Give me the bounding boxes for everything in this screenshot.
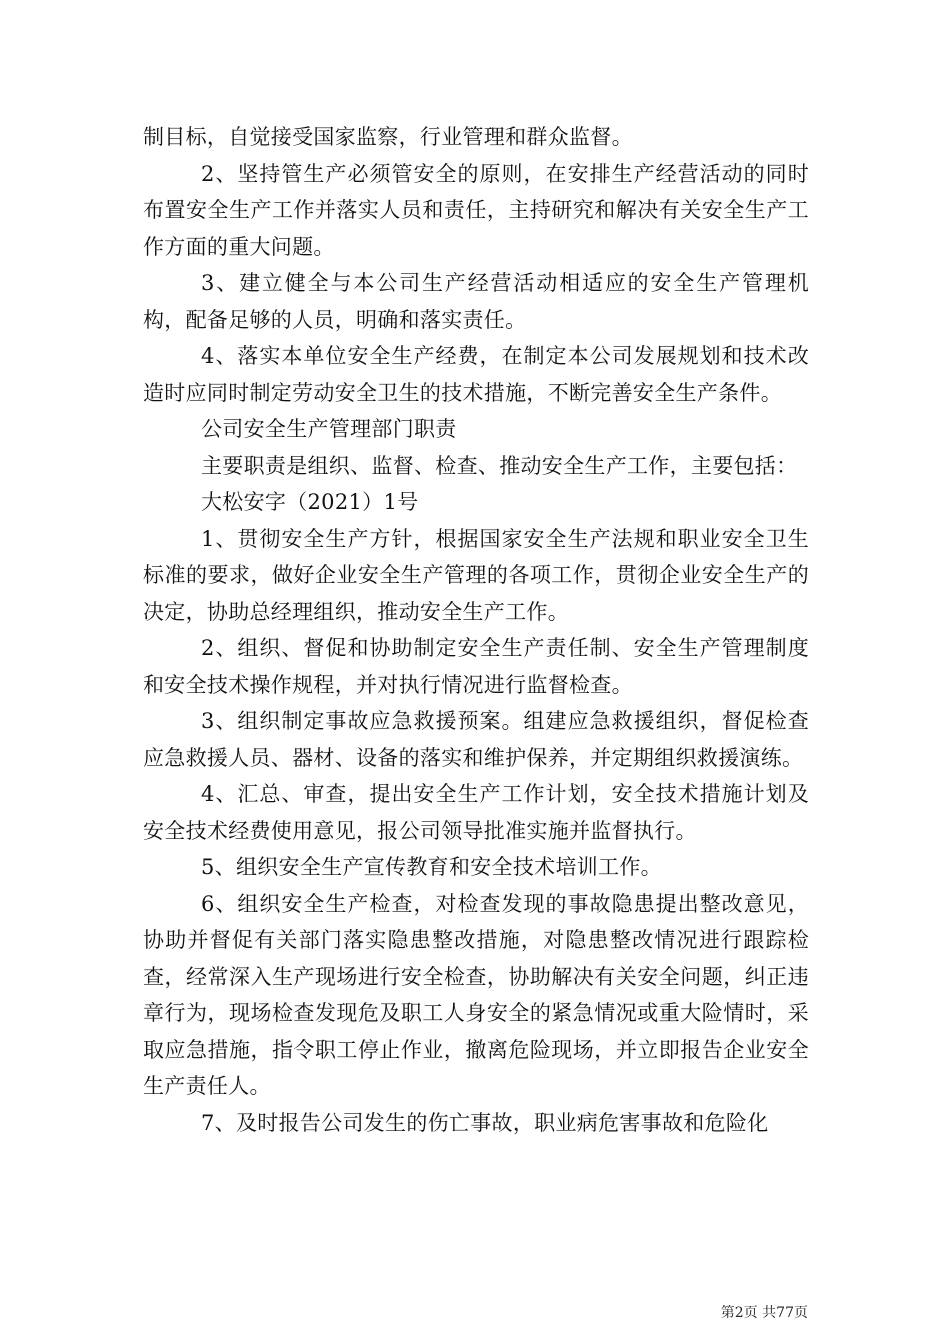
paragraph-10: 3、组织制定事故应急救援预案。组建应急救援组织，督促检查应急救援人员、器材、设备的落实和维护保养，并定期组织救援演练。 <box>143 709 809 770</box>
footer-suffix: 页 <box>794 1305 808 1321</box>
document-number: 大松安字（2021）1号 <box>201 490 419 514</box>
page-footer <box>0 1302 808 1322</box>
paragraph-12: 5、组织安全生产宣传教育和安全技术培训工作。 <box>201 855 662 879</box>
paragraph-6: 主要职责是组织、监督、检查、推动安全生产工作，主要包括： <box>201 453 798 478</box>
footer-prefix: 第 <box>720 1305 735 1321</box>
paragraph-13: 6、组织安全生产检查，对检查发现的事故隐患提出整改意见，协助并督促有关部门落实隐患整改措施，对隐患整改情况进行跟踪检查，经常深入生产现场进行安全检查，协助解决有关安全问题，纠正违章行为，现场检查发现危及职工人身安全的紧急情况或重大险情时，采取应急措施，指令职工停止作业，撤离危险现场，并立即报告企业安全生产责任人。 <box>143 891 809 1098</box>
current-page-number: 2 <box>734 1305 744 1321</box>
paragraph-9: 2、组织、督促和协助制定安全生产责任制、安全生产管理制度和安全技术操作规程，并对执行情况进行监督检查。 <box>143 636 809 697</box>
paragraph-8: 1、贯彻安全生产方针，根据国家安全生产法规和职业安全卫生标准的要求，做好企业安全生产管理的各项工作，贯彻企业安全生产的决定，协助总经理组织，推动安全生产工作。 <box>143 526 809 624</box>
paragraph-4: 4、落实本单位安全生产经费，在制定本公司发展规划和技术改造时应同时制定劳动安全卫生的技术措施，不断完善安全生产条件。 <box>143 344 809 405</box>
paragraph-3: 3、建立健全与本公司生产经营活动相适应的安全生产管理机构，配备足够的人员，明确和落实责任。 <box>143 271 809 332</box>
total-page-count: 77 <box>776 1305 794 1321</box>
document-body <box>143 119 809 1141</box>
paragraph-1: 制目标，自觉接受国家监察，行业管理和群众监督。 <box>143 125 633 149</box>
paragraph-11: 4、汇总、审查，提出安全生产工作计划，安全技术措施计划及安全技术经费使用意见，报公司领导批准实施并监督执行。 <box>143 782 809 843</box>
paragraph-2: 2、坚持管生产必须管安全的原则，在安排生产经营活动的同时布置安全生产工作并落实人员和责任，主持研究和解决有关安全生产工作方面的重大问题。 <box>143 161 809 259</box>
section-heading: 公司安全生产管理部门职责 <box>201 417 457 441</box>
paragraph-14: 7、及时报告公司发生的伤亡事故，职业病危害事故和危险化 <box>201 1110 769 1135</box>
footer-middle: 页 共 <box>743 1305 777 1321</box>
